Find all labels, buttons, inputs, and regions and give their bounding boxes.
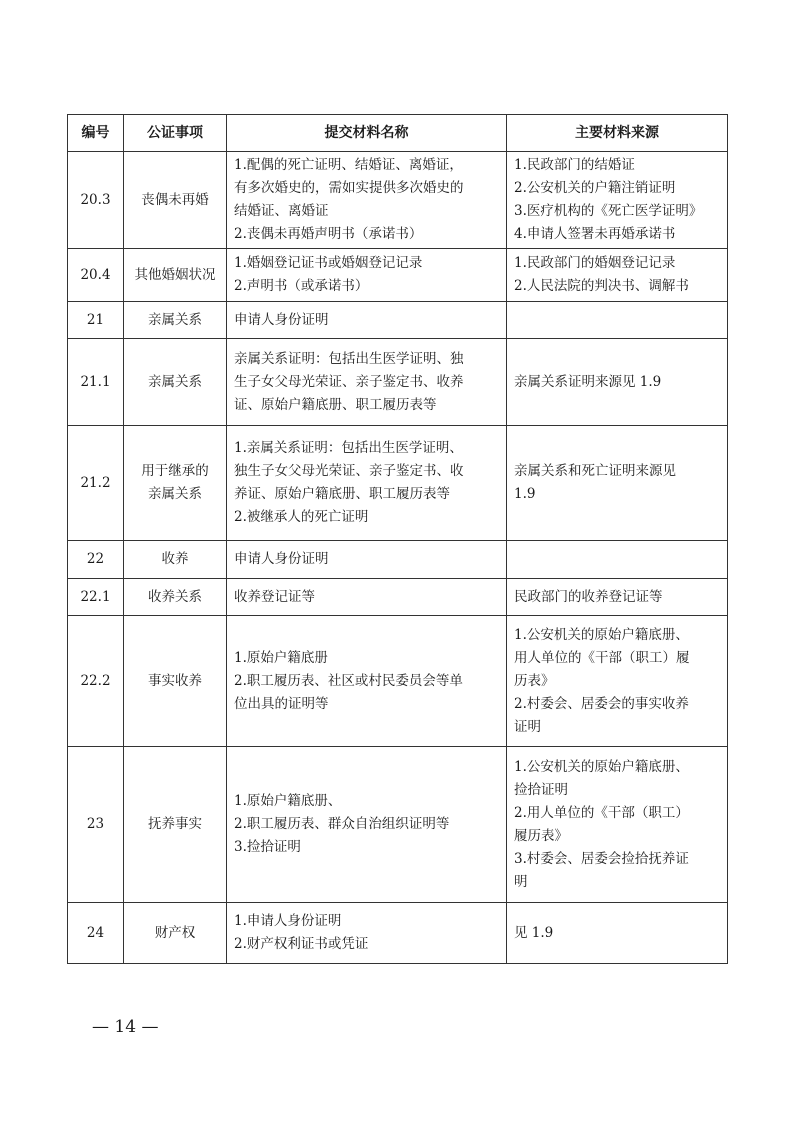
cell-materials [227,541,507,579]
page-number: — 14 — [92,1017,159,1037]
cell-materials-line: 申请人身份证明 [234,551,329,567]
cell-materials-line: 收养登记证等 [234,588,315,605]
cell-sources-line: 证明 [514,718,541,735]
cell-materials-line: 3.捡拾证明 [234,839,301,855]
cell-notary-item-line: 用于继承的 [141,463,209,479]
table-row [68,579,728,616]
cell-sources-line: 1.公安机关的原始户籍底册、 [514,626,689,643]
cell-materials-line: 申请人身份证明 [234,311,329,328]
table-row [68,302,728,339]
table-row [68,616,728,747]
notary-materials-table [67,114,728,964]
header-materials: 提交材料名称 [227,115,507,152]
cell-materials-line: 位出具的证明等 [234,695,329,712]
cell-notary-item [124,426,227,541]
table-row [68,903,728,964]
cell-sources-line: 1.民政部门的婚姻登记记录 [514,255,676,271]
cell-materials-line: 1.原始户籍底册 [234,649,328,666]
cell-notary-item [124,152,227,249]
cell-sources-line: 3.村委会、居委会捡拾抚养证 [514,850,689,867]
cell-number: 22 [68,541,124,579]
cell-notary-item [124,541,227,579]
cell-sources [507,747,728,903]
cell-materials-line: 独生子女父母光荣证、亲子鉴定书、收 [234,463,464,479]
cell-materials-line: 2.被继承人的死亡证明 [234,509,369,525]
cell-notary-item-line: 亲属关系 [148,311,202,328]
cell-materials-line: 1.婚姻登记证书或婚姻登记记录 [234,255,423,271]
cell-sources-line: 1.民政部门的结婚证 [514,157,635,173]
cell-sources-line: 见 1.9 [514,924,554,941]
cell-materials-line: 证、原始户籍底册、职工履历表等 [234,396,437,413]
cell-materials [227,579,507,616]
cell-materials-line: 2.财产权利证书或凭证 [234,936,369,952]
cell-materials [227,426,507,541]
cell-materials-line: 亲属关系证明：包括出生医学证明、独 [234,350,464,367]
cell-number: 22.2 [68,616,124,747]
cell-sources-line: 亲属关系证明来源见 1.9 [514,373,662,390]
cell-notary-item-line: 亲属关系 [148,486,202,502]
cell-sources [507,249,728,302]
cell-sources [507,579,728,616]
cell-number: 20.4 [68,249,124,302]
cell-sources-line: 4.申请人签署未再婚承诺书 [514,226,676,242]
cell-notary-item-line: 收养 [161,551,189,567]
table-row [68,152,728,249]
cell-sources-line: 明 [514,873,528,890]
cell-sources-line: 亲属关系和死亡证明来源见 [514,463,676,479]
cell-sources-line: 2.用人单位的《干部（职工） [514,804,689,821]
cell-notary-item-line: 其他婚姻状况 [134,266,216,283]
table-header-row [68,115,728,152]
table-row [68,249,728,302]
cell-sources-line: 3.医疗机构的《死亡医学证明》 [514,203,703,219]
cell-number: 20.3 [68,152,124,249]
cell-number: 21 [68,302,124,339]
cell-notary-item [124,302,227,339]
cell-notary-item [124,249,227,302]
cell-sources-line: 民政部门的收养登记证等 [514,588,663,605]
cell-number: 21.2 [68,426,124,541]
cell-sources [507,302,728,339]
cell-sources-line: 履历表》 [514,827,568,844]
cell-materials-line: 结婚证、离婚证 [234,203,329,219]
cell-materials-line: 1.亲属关系证明：包括出生医学证明、 [234,440,463,456]
cell-sources-line: 捡拾证明 [514,781,568,798]
cell-materials [227,152,507,249]
table-row [68,426,728,541]
cell-number: 21.1 [68,339,124,426]
cell-sources-line: 用人单位的《干部（职工）履 [514,649,690,666]
cell-sources-line: 2.村委会、居委会的事实收养 [514,695,689,712]
cell-materials [227,747,507,903]
cell-materials [227,339,507,426]
cell-sources-line: 1.公安机关的原始户籍底册、 [514,758,689,775]
table-row [68,747,728,903]
cell-sources [507,152,728,249]
cell-sources-line: 2.公安机关的户籍注销证明 [514,180,676,196]
cell-materials-line: 1.原始户籍底册、 [234,793,342,809]
cell-materials-line: 生子女父母光荣证、亲子鉴定书、收养 [234,373,464,390]
header-sources: 主要材料来源 [507,115,728,152]
cell-materials-line: 1.申请人身份证明 [234,913,342,929]
cell-number: 23 [68,747,124,903]
cell-materials-line: 2.丧偶未再婚声明书（承诺书） [234,226,423,242]
cell-number: 22.1 [68,579,124,616]
cell-sources [507,541,728,579]
cell-number: 24 [68,903,124,964]
cell-notary-item [124,903,227,964]
cell-materials [227,302,507,339]
cell-notary-item-line: 丧偶未再婚 [141,191,209,208]
header-number: 编号 [68,115,124,152]
cell-materials-line: 2.声明书（或承诺书） [234,278,369,294]
cell-materials-line: 1.配偶的死亡证明、结婚证、离婚证， [234,157,463,173]
cell-materials-line: 养证、原始户籍底册、职工履历表等 [234,486,450,502]
cell-notary-item [124,579,227,616]
cell-notary-item-line: 事实收养 [148,672,202,689]
cell-notary-item [124,616,227,747]
cell-sources-line: 历表》 [514,672,555,689]
cell-materials-line: 2.职工履历表、社区或村民委员会等单 [234,672,463,689]
table-row [68,541,728,579]
cell-sources-line: 1.9 [514,486,536,502]
cell-materials-line: 2.职工履历表、群众自治组织证明等 [234,816,450,832]
cell-notary-item-line: 收养关系 [148,588,202,605]
cell-materials [227,249,507,302]
header-notary-item: 公证事项 [124,115,227,152]
cell-notary-item [124,747,227,903]
cell-materials [227,903,507,964]
cell-notary-item-line: 财产权 [154,924,196,941]
table-row [68,339,728,426]
cell-sources-line: 2.人民法院的判决书、调解书 [514,278,689,294]
cell-notary-item [124,339,227,426]
cell-sources [507,903,728,964]
cell-materials-line: 有多次婚史的，需如实提供多次婚史的 [234,180,464,196]
cell-sources [507,616,728,747]
cell-materials [227,616,507,747]
cell-notary-item-line: 抚养事实 [148,816,202,832]
cell-sources [507,426,728,541]
cell-sources [507,339,728,426]
cell-notary-item-line: 亲属关系 [148,373,202,390]
